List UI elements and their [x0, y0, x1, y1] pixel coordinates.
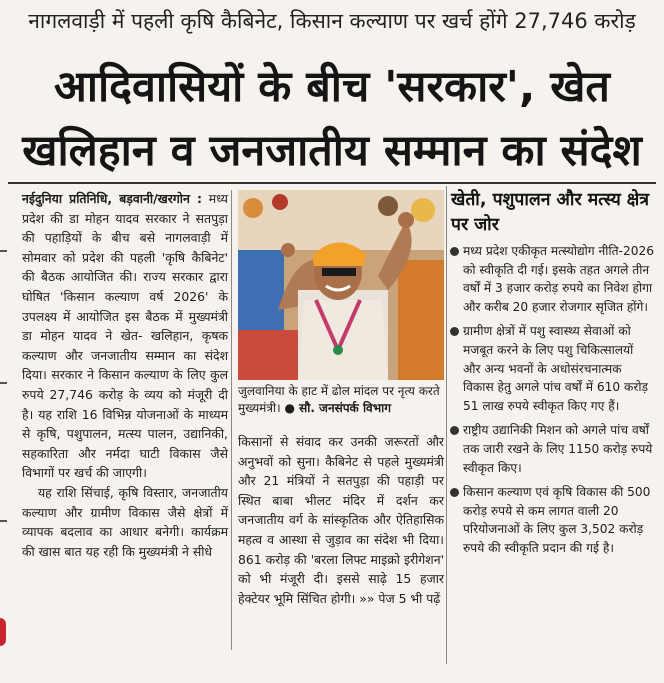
margin-mark: [0, 520, 7, 522]
sidebar-item-text: मध्य प्रदेश एकीकृत मत्स्योद्योग नीति-2026 को स्वीकृति दी गई। इसके तहत अगले तीन वर्षों में 3 हजार करोड़ रुपये का निवेश होगा और करीब 20 हजार रोजगार सृजित होंगे।: [463, 244, 654, 314]
sidebar-item-text: राष्ट्रीय उद्यानिकी मिशन को अगले पांच वर्षों तक जारी रखने के लिए 1150 करोड़ रुपये स्वीकृत किए।: [463, 423, 653, 475]
sidebar-list-item: [448, 242, 654, 316]
article-column-1: [22, 189, 228, 561]
caption-text: जुलवानिया के हाट में ढोल मांदल पर नृत्य करते मुख्यमंत्री।: [238, 384, 440, 415]
sidebar-item-text: किसान कल्याण एवं कृषि विकास की 500 करोड़ रुपये से कम लागत वाली 20 परियोजनाओं के लिए कुल 3,502 करोड़ रुपये की स्वीकृति प्रदान की गई है।: [463, 485, 651, 555]
column-divider-1: [231, 190, 232, 650]
byline: नईदुनिया प्रतिनिधि, बड़वानी/खरगोन :: [22, 191, 202, 206]
sidebar-list-item: [448, 421, 654, 477]
bullet-icon: [450, 488, 459, 497]
headline-divider: [8, 182, 656, 184]
bullet-icon: [450, 327, 459, 336]
photo-caption: [238, 383, 444, 417]
page-edge-marker: [0, 618, 6, 646]
sidebar-title: खेती, पशुपालन और मत्स्य क्षेत्र पर जोर: [451, 190, 650, 235]
margin-mark: [0, 250, 7, 252]
margin-mark: [0, 382, 7, 384]
sidebar-item-text: ग्रामीण क्षेत्रों में पशु स्वास्थ्य सेवाओं को मजबूत करने के लिए पशु चिकित्सालयों और अन्य भवनों के अधोसंरचनात्मक विकास हेतु अगले पांच वर्षों में 610 करोड़ 51 लाख रुपये स्वीकृत किए गए हैं।: [463, 324, 649, 413]
bullet-icon: [450, 426, 459, 435]
article-paragraph-1: मध्य प्रदेश की डा मोहन यादव सरकार ने सतपुड़ा की पहाड़ियों के बीच बसे नागलवाड़ी में सोमवार को प्रदेश की पहली 'कृषि कैबिनेट' की बैठक आयोजित की। राज्य सरकार द्वारा घोषित 'किसान कल्याण वर्ष 2026' के उपलक्ष्य में आयोजित इस बैठक में मुख्यमंत्री डा मोहन यादव ने खेत- खलिहान, कृषक कल्याण और जनजातीय सम्मान का संदेश दिया। सरकार ने किसान कल्याण के लिए कुल रुपये 27,746 करोड़ के व्यय को मंजूरी दी है। यह राशि 16 विभिन्न योजनाओं के माध्यम से कृषि, पशुपालन, मत्स्य पालन, उद्यानिकी, सहकारिता और नर्मदा घाटी विकास जैसे विभागों पर खर्च की जाएगी।: [22, 191, 228, 481]
main-headline-line2: खलिहान व जनजातीय सम्मान का संदेश: [22, 126, 642, 176]
main-headline-line1: आदिवासियों के बीच 'सरकार', खेत: [54, 62, 610, 112]
sidebar-list-item: [448, 483, 654, 557]
dancing-chief-minister-image: [238, 190, 444, 380]
article-paragraph-2: यह राशि सिंचाई, कृषि विस्तार, जनजातीय कल्याण और ग्रामीण विकास जैसे क्षेत्रों में व्यापक बदलाव का आधार बनेगी। कार्यक्रम की खास बात यह रही कि मुख्यमंत्री ने सीधे: [22, 484, 228, 559]
sidebar-list-item: [448, 322, 654, 415]
photo-credit: ● सौ. जनसंपर्क विभाग: [284, 401, 392, 415]
article-paragraph-3: किसानों से संवाद कर उनकी जरूरतों और अनुभवों को सुना। कैबिनेट से पहले मुख्यमंत्री और 21 मंत्रियों ने सतपुड़ा की पहाड़ी पर स्थित बाबा भीलट मंदिर में दर्शन कर जनजातीय वर्ग के सांस्कृतिक और ऐतिहासिक महत्व व आस्था से जुड़ाव का संदेश भी दिया। 861 करोड़ की 'बरला लिफ्ट माइक्रो इरीगेशन' को भी मंजूरी दी। इससे साढ़े 15 हजार हेक्टेयर भूमि सिंचित होगी। »» पेज 5 भी पढ़ें: [238, 434, 444, 606]
article-column-2: [238, 432, 444, 608]
bullet-icon: [450, 247, 459, 256]
kicker-headline: नागलवाड़ी में पहली कृषि कैबिनेट, किसान कल्याण पर खर्च होंगे 27,746 करोड़: [28, 9, 636, 33]
column-divider-2: [446, 186, 447, 664]
sidebar-list: [448, 242, 654, 564]
news-photo: [238, 190, 444, 380]
